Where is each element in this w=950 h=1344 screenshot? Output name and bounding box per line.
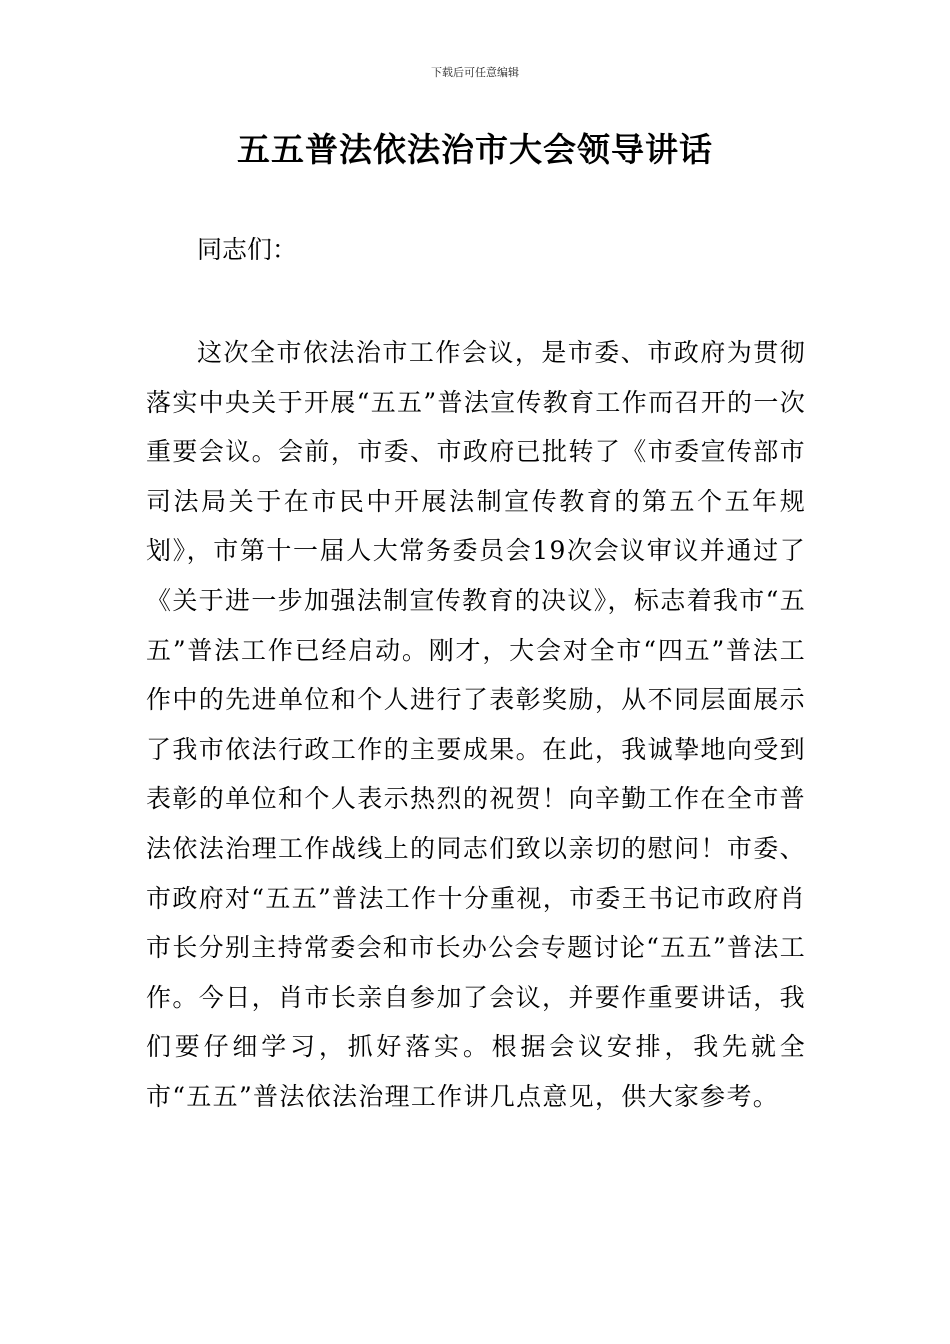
salutation: 同志们： (197, 235, 298, 264)
header-note: 下载后可任意编辑 (431, 66, 519, 79)
body-paragraph: 这次全市依法治市工作会议，是市委、市政府为贯彻落实中央关于开展“五五”普法宣传教育工作而召开的一次重要会议。会前，市委、市政府已批转了《市委宣传部市司法局关于在市民中开展法制宣传教育的第五个五年规划》，市第十一届人大常务委员会19次会议审议并通过了《关于进一步加强法制宣传教育的决议》，标志着我市“五五”普法工作已经启动。刚才，大会对全市“四五”普法工作中的先进单位和个人进行了表彰奖励，从不同层面展示了我市依法行政工作的主要成果。在此，我诚挚地向受到表彰的单位和个人表示热烈的祝贺！向辛勤工作在全市普法依法治理工作战线上的同志们致以亲切的慰问！市委、市政府对“五五”普法工作十分重视，市委王书记市政府肖市长分别主持常委会和市长办公会专题讨论“五五”普法工作。今日，肖市长亲自参加了会议，并要作重要讲话，我们要仔细学习，抓好落实。根据会议安排，我先就全市“五五”普法依法治理工作讲几点意见，供大家参考。 (146, 338, 806, 1111)
document-title: 五五普法依法治市大会领导讲话 (237, 130, 713, 169)
